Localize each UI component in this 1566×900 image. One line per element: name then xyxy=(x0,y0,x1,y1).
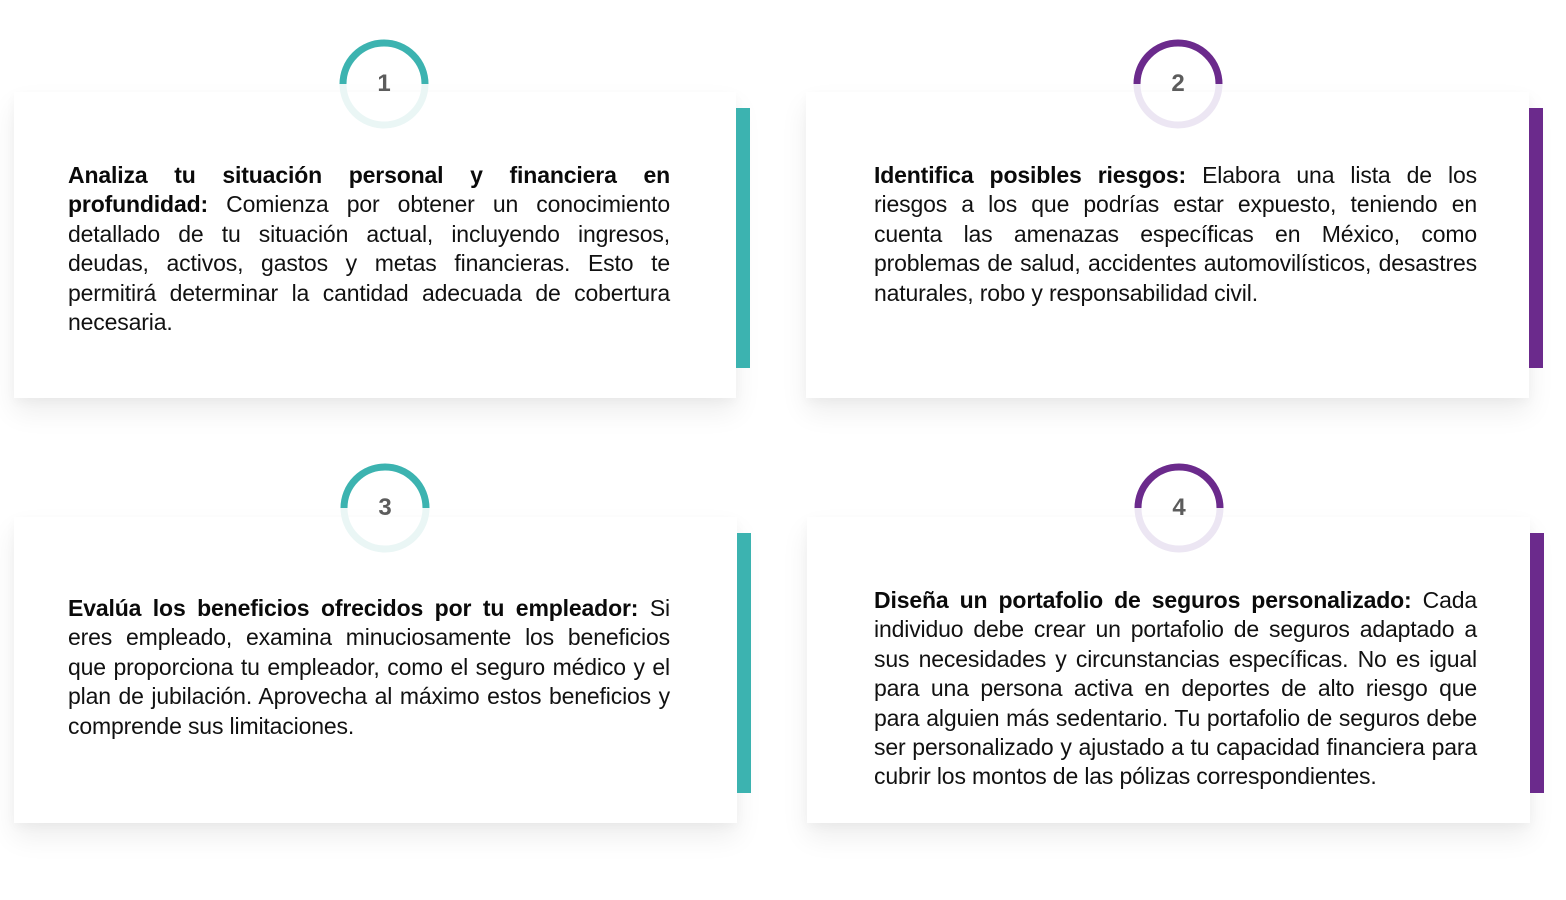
step-description-4 xyxy=(874,586,1477,792)
step-number: 3 xyxy=(378,494,392,521)
step-description-3 xyxy=(68,594,670,741)
step-title: Analiza tu situación personal y financiera en profundidad: xyxy=(68,162,670,218)
accent-bar-1 xyxy=(736,108,750,368)
step-badge-1 xyxy=(339,39,429,129)
accent-bar-4 xyxy=(1530,533,1544,793)
step-description-1 xyxy=(68,161,670,337)
step-body: Cada individuo debe crear un portafolio de seguros adaptado a sus necesidades y circunstancias específicas. No es igual para una persona activa en deportes de alto riesgo que para alguien más sedentario. Tu portafolio de seguros debe ser personalizado y ajustado a tu capacidad financiera para cubrir los montos de las pólizas correspondientes. xyxy=(874,587,1477,790)
step-title: Identifica posibles riesgos: xyxy=(874,162,1187,188)
step-number: 1 xyxy=(377,70,391,97)
step-badge-2 xyxy=(1133,39,1223,129)
step-number: 4 xyxy=(1172,494,1186,521)
step-body: Elabora una lista de los riesgos a los que podrías estar expuesto, teniendo en cuenta las amenazas específicas en México, como problemas de salud, accidentes automovilísticos, desastres naturales, robo y responsabilidad civil. xyxy=(874,162,1477,306)
step-badge-4 xyxy=(1134,463,1224,553)
accent-bar-2 xyxy=(1529,108,1543,368)
step-title: Diseña un portafolio de seguros personalizado: xyxy=(874,587,1412,613)
step-body: Comienza por obtener un conocimiento detallado de tu situación actual, incluyendo ingresos, deudas, activos, gastos y metas financieras. Esto te permitirá determinar la cantidad adecuada de cobertura necesaria. xyxy=(68,191,670,336)
step-badge-3 xyxy=(340,463,430,553)
step-number: 2 xyxy=(1171,70,1185,97)
step-body: Si eres empleado, examina minuciosamente los beneficios que proporciona tu empleador, como el seguro médico y el plan de jubilación. Aprovecha al máximo estos beneficios y comprende sus limitaciones. xyxy=(68,595,670,739)
step-title: Evalúa los beneficios ofrecidos por tu empleador: xyxy=(68,595,639,621)
step-description-2 xyxy=(874,161,1477,308)
accent-bar-3 xyxy=(737,533,751,793)
